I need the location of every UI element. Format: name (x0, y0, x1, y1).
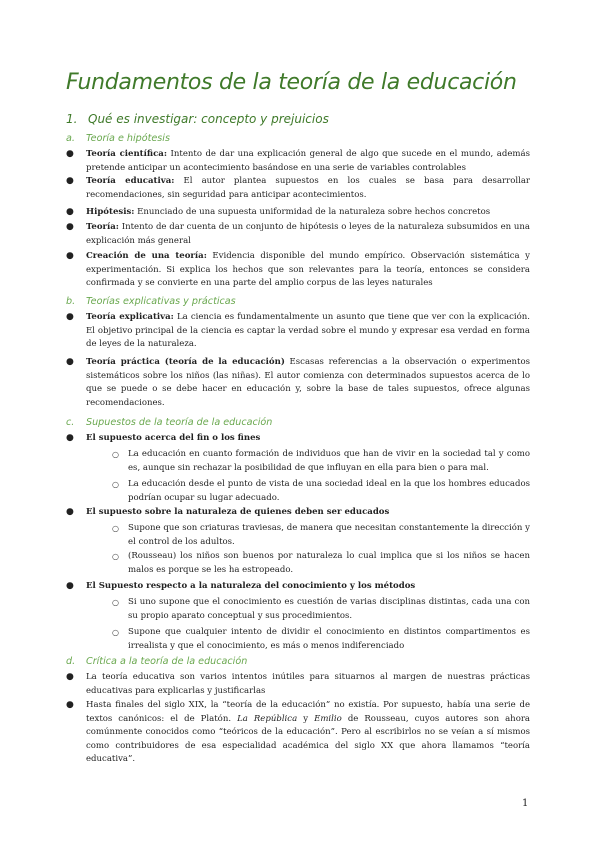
sub-bullet-icon: ○ (112, 552, 119, 561)
list-item (86, 356, 530, 410)
bullet-icon: ● (66, 433, 74, 443)
sub-list-item: Supone que son criaturas traviesas, de manera que necesitan constantemente la dirección y el control de los adultos. (128, 523, 530, 547)
sub-bullet-icon: ○ (112, 480, 119, 489)
item-text: Escasas referencias a la observación o experimentos sistemáticos sobre los niños (las niñas). El autor comienza con determinados supuestos acerca de lo que se puede o se debe hacer en educación y, sobre la base de tales supuestos, ofrece algunas recomendaciones. (86, 357, 530, 408)
list-item (86, 206, 530, 220)
subsection-b-heading (66, 296, 236, 307)
bullet-icon: ● (66, 312, 74, 322)
list-item (86, 580, 530, 594)
section-1-number: 1. (66, 112, 78, 126)
item-term: Teoría práctica (teoría de la educación) (86, 357, 285, 367)
list-item (86, 148, 530, 175)
subsection-a-heading (66, 133, 170, 144)
item-term: Teoría explicativa: (86, 312, 174, 322)
bullet-icon: ● (66, 251, 74, 261)
bullet-icon: ● (66, 207, 74, 217)
sub-bullet-icon: ○ (112, 450, 119, 459)
sub-list-item: La educación en cuanto formación de individuos que han de vivir en la sociedad tal y como es, aunque sin rechazar la posibilidad de que influyan en ella para bien o para mal. (128, 449, 530, 473)
section-1-heading (66, 112, 329, 126)
bullet-icon: ● (66, 672, 74, 682)
sub-bullet-icon: ○ (112, 598, 119, 607)
sub-bullet-icon: ○ (112, 628, 119, 637)
subsection-a-title: Teoría e hipótesis (86, 133, 170, 144)
subsection-b-title: Teorías explicativas y prácticas (86, 296, 236, 307)
section-1-title: Qué es investigar: concepto y prejuicios (88, 112, 329, 126)
item-text: y (303, 713, 309, 724)
sub-list-item: Supone que cualquier intento de dividir el conocimiento en distintos compartimentos es irrealista y que el conocimiento, es más o menos indiferenciado (128, 627, 530, 651)
subsection-c-letter: c. (66, 417, 75, 428)
item-term: El Supuesto respecto a la naturaleza del conocimiento y los métodos (86, 581, 416, 591)
item-text: Enunciado de una supuesta uniformidad de la naturaleza sobre hechos concretos (137, 207, 491, 217)
subsection-b-letter: b. (66, 296, 76, 307)
bullet-icon: ● (66, 357, 74, 367)
list-item (86, 250, 530, 291)
item-term: Hipótesis: (86, 207, 135, 217)
bullet-icon: ● (66, 149, 74, 159)
list-item (86, 432, 530, 446)
item-text: Intento de dar cuenta de un conjunto de hipótesis o leyes de la naturaleza subsumidos en una explicación más general (86, 222, 530, 246)
list-item: La teoría educativa son varios intentos inútiles para situarnos al margen de nuestras prácticas educativas para explicarlas y justificarlas (86, 672, 530, 696)
list-item (86, 175, 530, 202)
bullet-icon: ● (66, 700, 74, 710)
subsection-d-title: Crítica a la teoría de la educación (86, 656, 248, 667)
sub-bullet-icon: ○ (112, 524, 119, 533)
sub-list-item: (Rousseau) los niños son buenos por naturaleza lo cual implica que si los niños se hacen malos es porque se les ha estropeado. (128, 551, 530, 575)
list-item (86, 221, 530, 248)
item-term: El supuesto sobre la naturaleza de quienes deben ser educados (86, 507, 390, 517)
subsection-c-title: Supuestos de la teoría de la educación (86, 417, 273, 428)
subsection-c-heading (66, 417, 272, 428)
document-title: Fundamentos de la teoría de la educación (66, 70, 517, 95)
item-term: Teoría científica: (86, 149, 167, 159)
item-term: Teoría educativa: (86, 176, 175, 186)
bullet-icon: ● (66, 581, 74, 591)
item-text: La ciencia es fundamentalmente un asunto que tiene que ver con la explicación. El objetivo principal de la ciencia es captar la verdad sobre el mundo y expresar esa verdad en forma de leyes de la naturaleza. (86, 312, 530, 349)
item-text: El autor plantea supuestos en los cuales se basa para desarrollar recomendaciones, sin seguridad para anticipar acontecimientos. (86, 176, 531, 200)
item-term: Creación de una teoría: (86, 251, 207, 261)
book-title: Emilio (314, 713, 342, 724)
list-item (86, 311, 530, 352)
list-item (86, 699, 530, 767)
list-item (86, 506, 530, 520)
page-number: 1 (522, 798, 529, 809)
subsection-a-letter: a. (66, 133, 75, 144)
sub-list-item: Si uno supone que el conocimiento es cuestión de varias disciplinas distintas, cada una con su propio aparato conceptual y sus procedimientos. (128, 597, 530, 621)
bullet-icon: ● (66, 222, 74, 232)
book-title: La República (237, 713, 298, 724)
subsection-d-heading (66, 656, 247, 667)
bullet-icon: ● (66, 176, 74, 186)
subsection-d-letter: d. (66, 656, 76, 667)
bullet-icon: ● (66, 507, 74, 517)
item-text: Evidencia disponible del mundo empírico. Observación sistemática y experimentación. Si explica los hechos que son relevantes para la teoría, entonces se considera confirmada y se convierte en una parte del amplio corpus de las leyes naturales (86, 251, 530, 288)
item-text: de Rousseau, cuyos autores son ahora comúnmente conocidos como “teóricos de la educación”. Pero al escribirlos no se veían a sí mismos como contribuidores de esa especialidad académica del siglo XX que ahora llamamos “teoría educativa”. (86, 713, 531, 764)
item-text: Intento de dar una explicación general de algo que sucede en el mundo, además pretende anticipar un acontecimiento basándose en una serie de variables controlables (86, 149, 530, 173)
item-term: El supuesto acerca del fin o los fines (86, 433, 261, 443)
item-text: Hasta finales del siglo XIX, la “teoría de la educación” no existía. Por supuesto, había una serie de textos canónicos: el de Platón. (86, 700, 530, 724)
item-term: Teoría: (86, 222, 119, 232)
sub-list-item: La educación desde el punto de vista de una sociedad ideal en la que los hombres educados podrían ocupar su lugar adecuado. (128, 479, 530, 503)
